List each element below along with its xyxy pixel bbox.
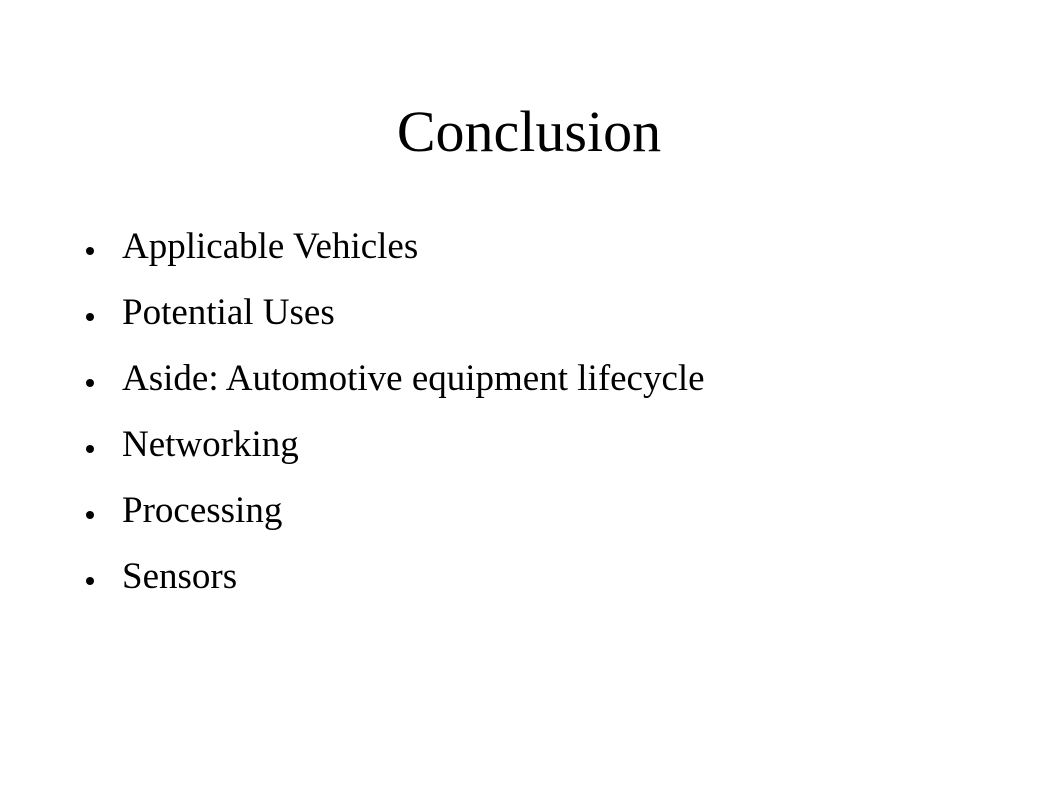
bullet-label: Networking xyxy=(122,424,299,465)
bullet-item-networking xyxy=(86,412,705,478)
slide-title: Conclusion xyxy=(396,99,662,164)
bullet-dot-icon xyxy=(86,445,94,453)
bullet-item-potential-uses xyxy=(86,280,705,346)
bullet-item-processing xyxy=(86,478,705,544)
bullet-label: Sensors xyxy=(122,556,238,597)
bullet-list xyxy=(86,214,705,610)
bullet-item-sensors xyxy=(86,544,705,610)
bullet-dot-icon xyxy=(86,577,94,585)
bullet-label: Processing xyxy=(122,490,283,531)
bullet-item-applicable-vehicles xyxy=(86,214,705,280)
bullet-label: Applicable Vehicles xyxy=(122,226,419,267)
bullet-dot-icon xyxy=(86,379,94,387)
bullet-label: Aside: Automotive equipment lifecycle xyxy=(122,358,705,399)
bullet-label: Potential Uses xyxy=(122,292,335,333)
bullet-dot-icon xyxy=(86,511,94,519)
bullet-dot-icon xyxy=(86,313,94,321)
bullet-dot-icon xyxy=(86,247,94,255)
bullet-item-aside-lifecycle xyxy=(86,346,705,412)
